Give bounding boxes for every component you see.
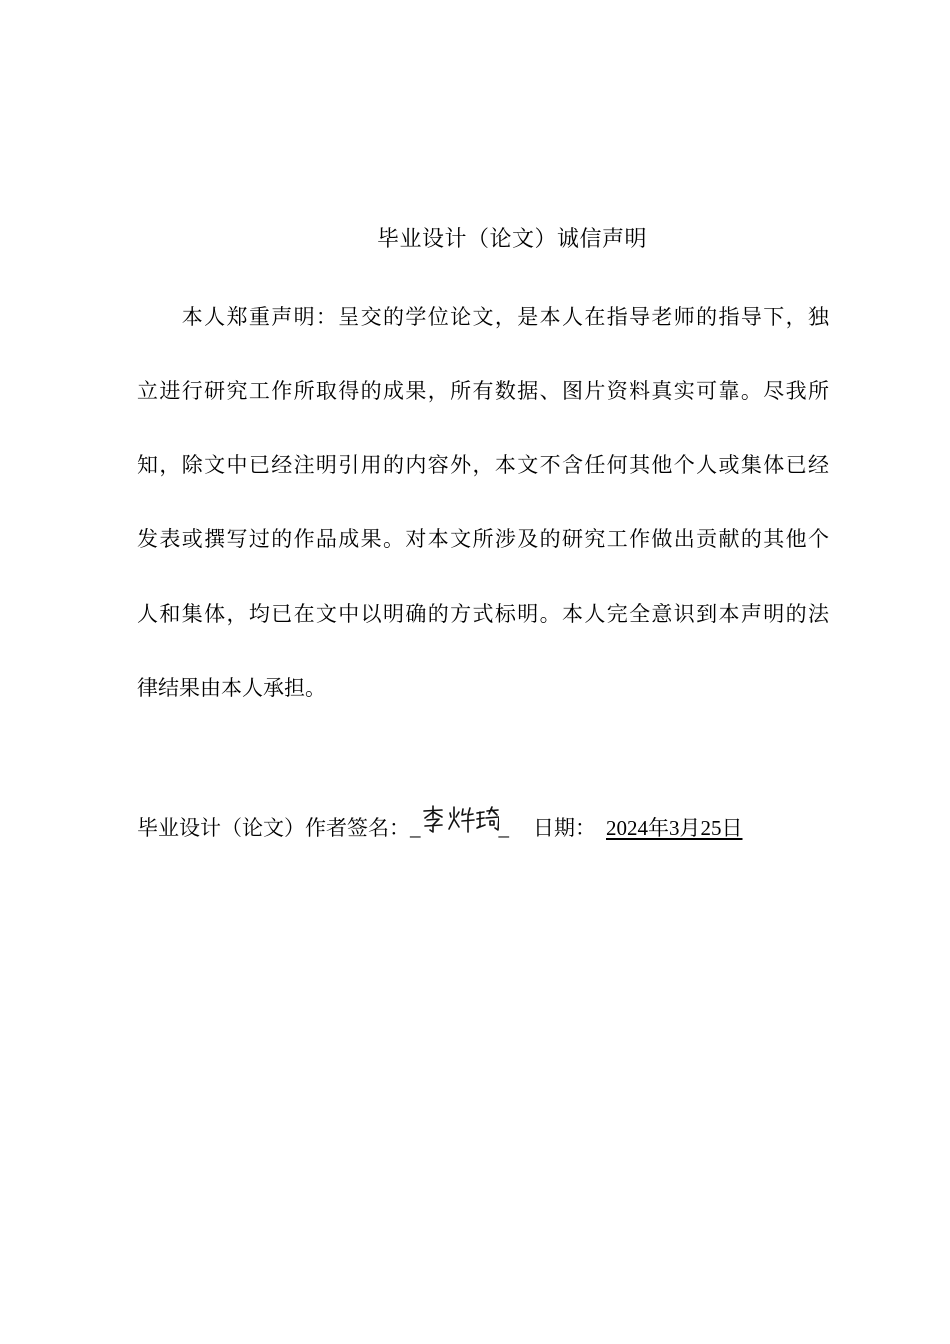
body-line: 知，除文中已经注明引用的内容外，本文不含任何其他个人或集体已经 <box>137 453 829 477</box>
signature-underline-right: _ <box>498 816 509 840</box>
signature-underline-left: _ <box>410 816 421 840</box>
body-line: 立进行研究工作所取得的成果，所有数据、图片资料真实可靠。尽我所 <box>137 379 829 403</box>
date-value: 2024年3月25日 <box>606 816 743 840</box>
handwritten-signature <box>421 805 499 843</box>
body-line: 发表或撰写过的作品成果。对本文所涉及的研究工作做出贡献的其他个 <box>137 527 829 551</box>
body-line: 本人郑重声明：呈交的学位论文，是本人在指导老师的指导下，独 <box>137 305 829 329</box>
body-line: 律结果由本人承担。 <box>137 676 326 700</box>
date-label: 日期： <box>533 816 596 840</box>
body-line: 人和集体，均已在文中以明确的方式标明。本人完全意识到本声明的法 <box>137 602 829 626</box>
page-title: 毕业设计（论文）诚信声明 <box>376 227 647 252</box>
signature-row <box>137 805 743 843</box>
signature-label: 毕业设计（论文）作者签名： <box>137 816 410 840</box>
